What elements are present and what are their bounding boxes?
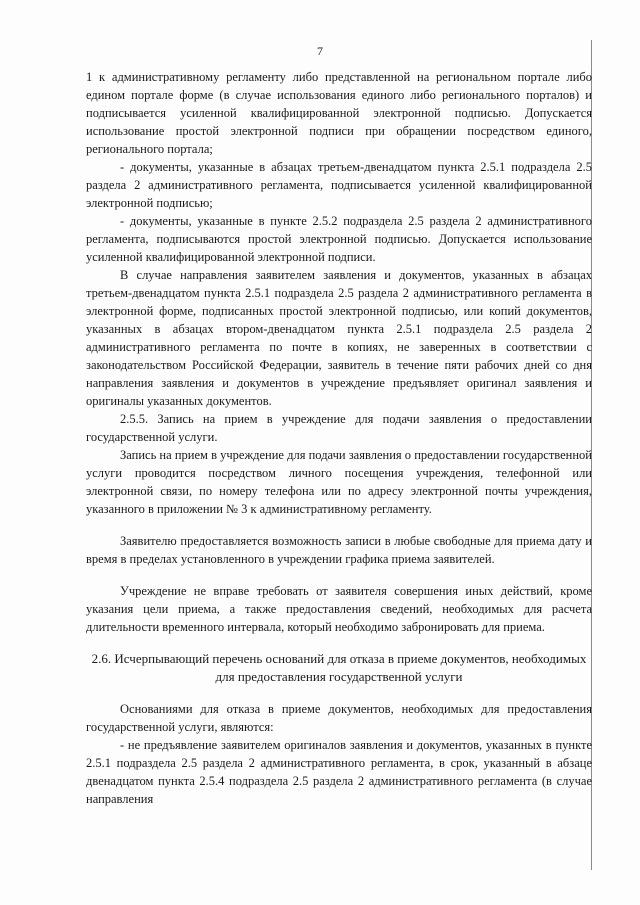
page-number: 7 [317,44,323,58]
paragraph-5: 2.5.5. Запись на прием в учреждение для подачи заявления о предоставлении государственной услуги. [86,412,592,444]
paragraph-6: Запись на прием в учреждение для подачи заявления о предоставлении государственной услуги проводится посредством личного посещения учреждения, телефонной или электронной связи, по номеру телефона или по адресу электронной почты учреждения, указанного в приложении № 3 к административному регламенту. [86,448,592,516]
paragraph-10: - не предъявление заявителем оригиналов заявления и документов, указанных в пункте 2.5.1 подраздела 2.5 раздела 2 административного регламента, в срок, указанный в абзаце двенадцатом пункта 2.5.4 подраздела 2.5 раздела 2 административного регламента (в случае направления [86,738,592,806]
paragraph-8: Учреждение не вправе требовать от заявителя совершения иных действий, кроме указания цели приема, а также предоставления сведений, необходимых для расчета длительности временного интервала, который необходимо забронировать для приема. [86,584,592,634]
section-heading: 2.6. Исчерпывающий перечень оснований для отказа в приеме документов, необходимых для предоставления государственной услуги [91,651,587,684]
paragraph-7: Заявителю предоставляется возможность записи в любые свободные для приема дату и время в пределах установленного в учреждении графика приема заявителей. [86,534,592,566]
document-body [86,68,592,808]
paragraph-9: Основаниями для отказа в приеме документов, необходимых для предоставления государственной услуги, являются: [86,702,592,734]
paragraph-4: В случае направления заявителем заявления и документов, указанных в абзацах третьем-двенадцатом пункта 2.5.1 подраздела 2.5 раздела 2 административного регламента в электронной форме, подписанных простой электронной подписью, или копий документов, указанных в абзацах втором-двенадцатом пункта 2.5.1 подраздела 2.5 раздела 2 административного регламента по почте в копиях, не заверенных в соответствии с законодательством Российской Федерации, заявитель в течение пяти рабочих дней со дня направления заявления и документов в учреждение предъявляет оригинал заявления и оригиналы указанных документов. [86,268,592,408]
paragraph-2: - документы, указанные в абзацах третьем-двенадцатом пункта 2.5.1 подраздела 2.5 раздела 2 административного регламента, подписывается усиленной квалифицированной электронной подписью; [86,160,592,210]
paragraph-3: - документы, указанные в пункте 2.5.2 подраздела 2.5 раздела 2 административного регламента, подписываются простой электронной подписью. Допускается использование усиленной квалифицированной электронной подписи. [86,214,592,264]
paragraph-1: 1 к административному регламенту либо представленной на региональном портале либо едином портале форме (в случае использования единого либо регионального порталов) и подписывается усиленной квалифицированной электронной подписью. Допускается использование простой электронной подписи при обращении посредством единого, регионального портала; [86,70,592,156]
